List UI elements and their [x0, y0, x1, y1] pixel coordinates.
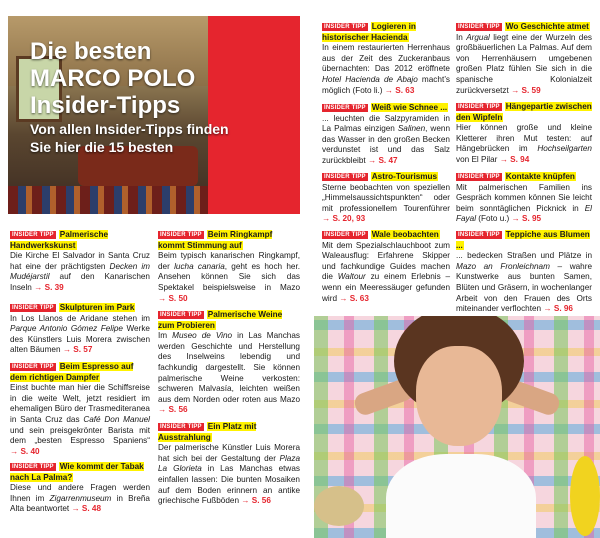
tip-head: [322, 172, 450, 183]
insider-tipp-badge: INSIDER TIPP: [160, 424, 202, 430]
tip-card: [10, 303, 150, 356]
tip-title: Hängepartie zwischen den Wipfeln: [456, 102, 592, 122]
page-reference[interactable]: → S. 96: [543, 304, 573, 314]
hero-image: [8, 16, 300, 214]
tip-card: [322, 103, 450, 167]
tip-card: [322, 22, 450, 96]
tip-title: Beim Ringkampf kommt Stimmung auf: [158, 230, 273, 250]
tip-head: [322, 103, 450, 114]
insider-tipp-badge: INSIDER TIPP: [458, 174, 500, 180]
page-reference[interactable]: → S. 39: [34, 282, 64, 292]
hero-title: [30, 38, 195, 119]
insider-tipp-badge: INSIDER TIPP: [12, 305, 54, 311]
insider-tipp-badge: INSIDER TIPP: [324, 174, 366, 180]
insider-tipp-badge: INSIDER TIPP: [12, 464, 54, 470]
page-reference[interactable]: → S. 47: [367, 155, 398, 165]
photo-bread: [314, 486, 364, 526]
tip-head: [10, 362, 150, 383]
tip-card: [10, 362, 150, 457]
insider-tipp-badge: INSIDER TIPP: [12, 364, 54, 370]
tip-body: Einst buchte man hier die Schiffsreise in die weite Welt, jetzt residiert im ehemaligen Büro der Trasmediteranea in Santa Cruz das Café Don Manuel und sein preisgekrönter Barista mit dem „besten Espresso Spaniens“ → S. 40: [10, 383, 151, 456]
tip-body: Der palmerische Künstler Luis Morera hat sich bei der Gestaltung der Plaza La Glorieta in Las Manchas etwas einfallen lassen: Die bunten Mosaiken auf dem Boden erinnern an antike griechische Fußböden → S. 56: [158, 443, 300, 506]
tip-body: In Argual liegt eine der Wurzeln des großbäuerlichen La Palmas. Auf dem von Herrenhäusern umgebenen großen Platz fühlen Sie sich in die spanische Kolonialzeit zurückversetzt → S. 59: [456, 32, 592, 95]
page-reference[interactable]: → S. 59: [511, 85, 541, 95]
tip-card: [456, 22, 592, 96]
page-reference[interactable]: → S. 20, 93: [322, 214, 366, 224]
tip-title: Weiß wie Schnee ...: [371, 103, 448, 112]
insider-tipp-badge: INSIDER TIPP: [324, 232, 366, 238]
tip-body: Mit palmerischen Familien ins Gespräch kommen können Sie leicht beim sonntäglichen Picknick in El Fayal (Foto u.) → S. 95: [456, 182, 592, 224]
tip-head: [456, 230, 592, 251]
tip-title: Astro-Tourismus: [371, 172, 438, 181]
tip-head: [456, 102, 592, 123]
tip-body: ... bedecken Straßen und Plätze in Mazo an Fronleichnam – wahre Kunstwerke aus bunten Samen, Blüten und Gräsern, in wochenlanger Arbeit von den Frauen des Orts miteinander verflochten → S. 96: [456, 251, 592, 314]
hero-title-line1: Die besten: [30, 38, 152, 65]
tip-card: [322, 230, 450, 304]
photo-shirt: [386, 454, 536, 538]
page-reference[interactable]: → S. 57: [62, 345, 93, 355]
tip-card: [456, 172, 592, 225]
insider-tipp-badge: INSIDER TIPP: [324, 105, 366, 111]
tip-head: [158, 310, 300, 331]
tip-body: Die Kirche El Salvador in Santa Cruz hat eine der prächtigsten Decken im Mudéjarstil auf den Kanarischen Inseln → S. 39: [10, 251, 150, 292]
picnic-photo: [314, 316, 600, 538]
page-reference[interactable]: → S. 40: [10, 446, 40, 456]
tip-body: Beim typisch kanarischen Ringkampf, der lucha canaria, geht es hoch her. Ansehen können Sie sich das Spektakel beispielsweise in Mazo → S. 50: [158, 251, 300, 303]
tip-title: Palmerische Weine zum Probieren: [158, 310, 283, 330]
page-reference[interactable]: → S. 94: [499, 154, 530, 164]
page-reference[interactable]: → S. 56: [158, 405, 188, 415]
insider-tipp-badge: INSIDER TIPP: [458, 24, 500, 30]
photo-bananas: [570, 456, 600, 536]
tip-title: Skulpturen im Park: [59, 303, 135, 312]
hero-subtitle: [30, 120, 280, 156]
tip-card: [322, 172, 450, 225]
insider-tipp-badge: INSIDER TIPP: [458, 104, 500, 110]
tip-title: Logieren in historischer Hacienda: [322, 22, 416, 42]
tip-card: [10, 230, 150, 294]
tip-body: Hier können große und kleine Kletterer ihren Mut testen: auf Hängebrücken im Hochseilgarten von El Pilar → S. 94: [456, 123, 592, 164]
tip-card: [158, 230, 300, 304]
tip-body: ... leuchten die Salzpyramiden in La Palmas einzigen Salinen, wenn das Wasser in den großen Becken verdunstet ist und das Salz zurückbleibt → S. 47: [322, 113, 450, 165]
page-reference[interactable]: → S. 63: [339, 293, 369, 303]
tip-title: Palmerische Handwerkskunst: [10, 230, 108, 250]
tip-card: [158, 422, 300, 507]
tip-head: [10, 303, 150, 314]
hero-red-panel: [208, 16, 300, 214]
hero-subtitle-line2: Sie hier die 15 besten: [30, 139, 174, 155]
tip-card: [10, 462, 150, 515]
insider-tipp-badge: INSIDER TIPP: [160, 232, 202, 238]
tip-title: Teppiche aus Blumen ...: [456, 230, 590, 250]
tip-head: [322, 22, 450, 43]
tip-body: Im Museo de Vino in Las Manchas werden Geschichte und Herstellung des Inselweins lebendig und fachkundig dargestellt. Sie können palmerische Weine verkosten: schweren Malvasía, leichten weißen aus dem Norden oder roten aus Mazo → S. 56: [158, 331, 300, 415]
tip-body: Mit dem Spezialschlauchboot zum Waleausflug: Erfahrene Skipper und fachkundige Guides machen die Waltour zu einem Erlebnis – wenn ein Meeressäuger gefunden wird → S. 63: [322, 240, 450, 303]
tip-title: Beim Espresso auf dem richtigen Dampfer: [10, 362, 134, 382]
hero-title-line2: MARCO POLO: [30, 65, 196, 92]
insider-tipp-badge: INSIDER TIPP: [12, 232, 54, 238]
tip-title: Wie kommt der Tabak nach La Palma?: [10, 462, 144, 482]
tip-body: Diese und andere Fragen werden Ihnen im Zigarrenmuseum in Breña Alta beantwortet → S. 48: [10, 483, 150, 514]
insider-tipp-badge: INSIDER TIPP: [160, 312, 202, 318]
insider-tipp-badge: INSIDER TIPP: [324, 24, 366, 30]
tip-title: Wale beobachten: [371, 230, 439, 239]
page-reference[interactable]: → S. 50: [158, 293, 188, 303]
tip-head: [10, 462, 150, 483]
tip-card: [158, 310, 300, 416]
tip-card: [456, 230, 592, 315]
photo-face: [416, 346, 502, 446]
tip-head: [322, 230, 450, 241]
tip-body: In Los Llanos de Aridane stehen im Parque Antonio Gómez Felipe Werke des Künstlers Luis Morera zwischen alten Bäumen → S. 57: [10, 313, 150, 355]
tip-head: [10, 230, 150, 251]
page-reference[interactable]: → S. 95: [511, 214, 542, 224]
tip-head: [158, 230, 300, 251]
tip-body: In einem restaurierten Herrenhaus aus der Zeit des Zuckeranbaus übernachten: Das 2012 eröffnete Hotel Hacienda de Abajo macht’s möglich (Foto li.) → S. 63: [322, 43, 450, 95]
hero-title-line3: Insider-Tipps: [30, 92, 181, 119]
page-reference[interactable]: → S. 48: [71, 504, 102, 514]
hero-subtitle-line1: Von allen Insider-Tipps finden: [30, 121, 229, 137]
tip-body: Sterne beobachten von speziellen „Himmelsaussichtspunkten“ oder mit professionellem Tourenführer → S. 20, 93: [322, 182, 450, 224]
tip-title: Kontakte knüpfen: [505, 172, 575, 181]
page-reference[interactable]: → S. 63: [384, 85, 415, 95]
tip-title: Ein Platz mit Ausstrahlung: [158, 422, 257, 442]
insider-tipp-badge: INSIDER TIPP: [458, 232, 500, 238]
tip-card: [456, 102, 592, 166]
page-reference[interactable]: → S. 56: [241, 496, 271, 506]
tip-head: [456, 22, 592, 33]
tip-head: [158, 422, 300, 443]
tip-title: Wo Geschichte atmet: [505, 22, 589, 31]
tip-head: [456, 172, 592, 183]
